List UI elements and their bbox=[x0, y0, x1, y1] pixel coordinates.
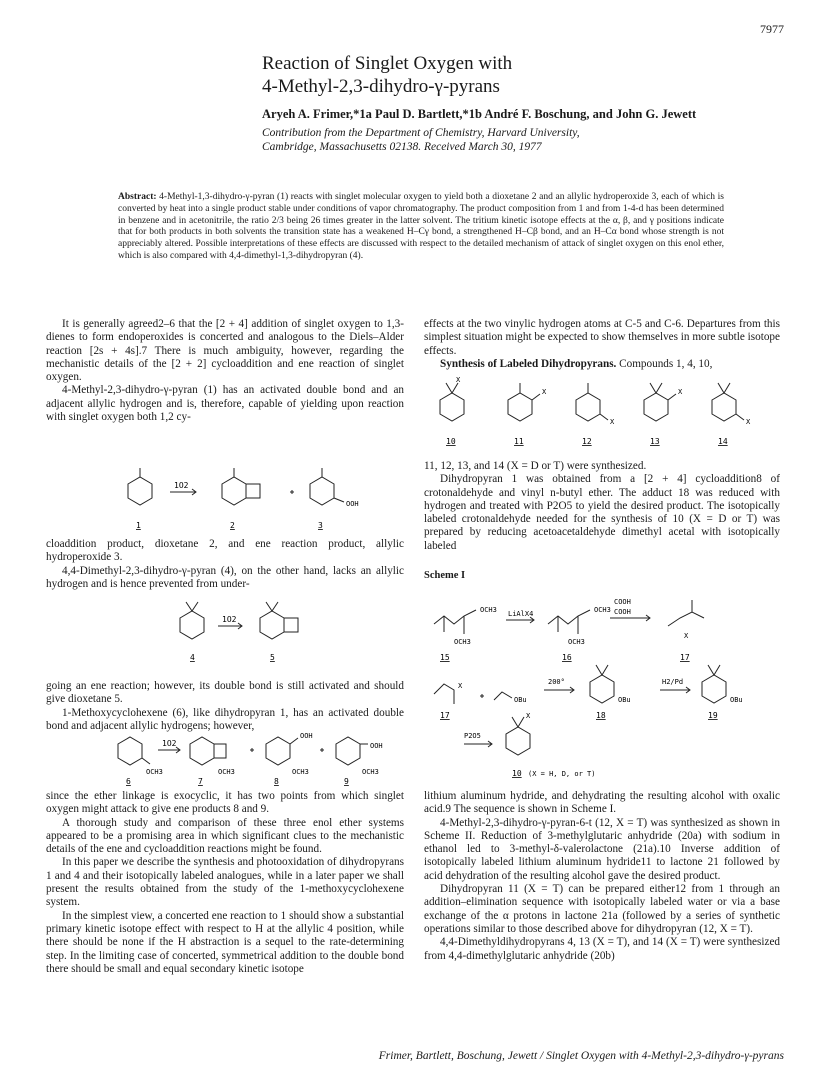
section-heading-labeled-dihydropyrans: Synthesis of Labeled Dihydropyrans. bbox=[440, 357, 617, 370]
reagent-singlet-oxygen: 1O2 bbox=[174, 481, 189, 490]
right-paragraph-6: 4-Methyl-2,3-dihydro-γ-pyran-6-t (12, X = T) was synthesized as shown in Scheme II. Reduction of 3-methylglutaric anhydride (20a) with sodium in ethanol led to 3-methyl-δ-valerolactone (21a).10 Inverse addition of isotopically labeled lithium aluminum hydride11 to lactone 21 followed by acid dehydration of the resulting alcohol gave the desired product. bbox=[424, 816, 780, 882]
left-paragraph-10: In the simplest view, a concerted ene reaction to 1 should show a substantial primary kinetic isotope effect with respect to H at the allylic 4 position, while there should be none if the H abstraction is a sequel to the rate-determining step. In the limiting case of concerted, symmetrical addition to the double bond there should be small and equal secondary kinetic isotope bbox=[46, 909, 404, 975]
reagent-h2pd: H2/Pd bbox=[662, 678, 684, 686]
right-block-1 bbox=[424, 318, 780, 371]
compound-label-19: 19 bbox=[708, 711, 718, 720]
right-paragraph-4: Dihydropyran 1 was obtained from a [2 + 4] cycloaddition8 of crotonaldehyde and vinyl n-butyl ether. The adduct 18 was reduced with hydrogen and treated with P2O5 to yield the desired product. The isotopically labeled crotonaldehyde needed for the synthesis of 10 (X = D or T) was prepared by reducing acetoacetaldehyde dimethyl acetal with isotopically labeled bbox=[424, 473, 780, 552]
left-paragraph-8: A thorough study and comparison of these three enol ether systems appeared to be a promising area in which significant clues to the mechanistic details of the ene and cycloaddition reactions might be found. bbox=[46, 816, 404, 856]
authors: Aryeh A. Frimer,*1a Paul D. Bartlett,*1b André F. Boschung, and John G. Jewett bbox=[262, 107, 697, 121]
scheme-1-structures bbox=[424, 584, 780, 784]
left-block-4 bbox=[46, 790, 404, 976]
x-label-12: X bbox=[610, 418, 615, 426]
affiliation bbox=[262, 126, 782, 154]
compound-label-14: 14 bbox=[718, 437, 728, 446]
right-paragraph-5: lithium aluminum hydride, and dehydrating the resulting alcohol with oxalic acid.9 The sequence is shown in Scheme I. bbox=[424, 790, 780, 816]
label-ooh: OOH bbox=[346, 500, 359, 508]
label-obu-3: OBu bbox=[730, 696, 743, 704]
left-paragraph-9: In this paper we describe the synthesis and photooxidation of dihydropyrans 1 and 4 and their isotopically labeled analogues, while in a later paper we shall present the results obtained from the study of the 1-methoxycyclohexene system. bbox=[46, 856, 404, 909]
compound-label-17: 17 bbox=[680, 653, 690, 662]
abstract-label: Abstract: bbox=[118, 192, 157, 202]
left-block-2 bbox=[46, 538, 404, 591]
compound-label-13: 13 bbox=[650, 437, 660, 446]
x-label-11: X bbox=[542, 388, 547, 396]
reaction-3-structures bbox=[110, 726, 400, 786]
x-label-14: X bbox=[746, 418, 751, 426]
left-paragraph-2: 4-Methyl-2,3-dihydro-γ-pyran (1) has an activated double bond and an adjacent allylic hydrogen and is, therefore, capable of yielding upon reaction with singlet oxygen both 1,2 cy- bbox=[46, 384, 404, 424]
reagent-lialx4: LiAlX4 bbox=[508, 610, 534, 618]
compound-label-10b: 10 bbox=[512, 769, 522, 778]
abstract bbox=[118, 192, 724, 263]
right-paragraph-1: effects at the two vinylic hydrogen atoms at C-5 and C-6. Departures from this simplest situation might be expected to show themselves in more subtle isotope effects. bbox=[424, 318, 780, 357]
right-paragraph-2-text: Compounds 1, 4, 10, bbox=[619, 357, 713, 370]
label-obu-1: OBu bbox=[514, 696, 527, 704]
reagent-cooh-1: COOH bbox=[614, 598, 631, 606]
label-ooh-8: OOH bbox=[300, 732, 313, 740]
left-paragraph-7: since the ether linkage is exocyclic, it has two points from which singlet oxygen might attack to give ene products 8 and 9. bbox=[46, 790, 404, 816]
left-paragraph-4: 4,4-Dimethyl-2,3-dihydro-γ-pyran (4), on the other hand, lacks an allylic hydrogen and is hence prevented from under- bbox=[46, 564, 404, 590]
page-number: 7977 bbox=[760, 22, 784, 36]
title-line-1: Reaction of Singlet Oxygen with bbox=[262, 53, 513, 74]
label-och3-15: OCH3 bbox=[480, 606, 497, 614]
label-och3-6: OCH3 bbox=[146, 768, 163, 776]
label-och3-8: OCH3 bbox=[292, 768, 309, 776]
scheme-label: Scheme I bbox=[424, 570, 466, 581]
left-block-1 bbox=[46, 318, 404, 424]
compound-label-1: 1 bbox=[136, 521, 141, 530]
compound-label-7: 7 bbox=[198, 777, 203, 786]
compound-label-9: 9 bbox=[344, 777, 349, 786]
x-label-17: X bbox=[684, 632, 689, 640]
left-paragraph-6: 1-Methoxycyclohexene (6), like dihydropyran 1, has an activated double bond and adjacent allylic hydrogens; however, bbox=[46, 706, 404, 732]
right-paragraph-8: 4,4-Dimethyldihydropyrans 4, 13 (X = T), and 14 (X = T) were synthesized from 4,4-dimethylglutaric anhydride (20b) bbox=[424, 936, 780, 962]
x-label-13: X bbox=[678, 388, 683, 396]
compound-label-18: 18 bbox=[596, 711, 606, 720]
compound-label-15: 15 bbox=[440, 653, 450, 662]
right-paragraph-3: 11, 12, 13, and 14 (X = D or T) were synthesized. bbox=[424, 460, 647, 472]
article-title bbox=[262, 52, 702, 98]
reagent-singlet-oxygen-3: 1O2 bbox=[162, 739, 177, 748]
compound-label-10: 10 bbox=[446, 437, 456, 446]
compound-label-17c: 17 bbox=[440, 711, 450, 720]
title-line-2: 4-Methyl-2,3-dihydro-γ-pyrans bbox=[262, 76, 500, 97]
x-label-17b: X bbox=[458, 682, 463, 690]
right-paragraph-2 bbox=[424, 358, 780, 371]
reagent-singlet-oxygen-2: 1O2 bbox=[222, 615, 237, 624]
compound-label-6: 6 bbox=[126, 777, 131, 786]
reagent-cooh-2: COOH bbox=[614, 608, 631, 616]
compound-label-12: 12 bbox=[582, 437, 592, 446]
left-paragraph-3: cloaddition product, dioxetane 2, and ene reaction product, allylic hydroperoxide 3. bbox=[46, 538, 404, 564]
reaction-1-structures bbox=[110, 462, 370, 532]
label-och3-16: OCH3 bbox=[594, 606, 611, 614]
running-footer: Frimer, Bartlett, Boschung, Jewett / Singlet Oxygen with 4-Methyl-2,3-dihydro-γ-pyrans bbox=[378, 1050, 784, 1062]
left-paragraph-5: going an ene reaction; however, its double bond is still activated and should give dioxetane 5. bbox=[46, 680, 404, 706]
labeled-compounds-structures bbox=[430, 372, 780, 452]
label-ooh-9: OOH bbox=[370, 742, 383, 750]
x-label-10: X bbox=[456, 376, 461, 384]
final-note: (X = H, D, or T) bbox=[528, 770, 596, 778]
reagent-p2o5: P2O5 bbox=[464, 732, 481, 740]
compound-label-5: 5 bbox=[270, 653, 275, 662]
label-och3-9: OCH3 bbox=[362, 768, 379, 776]
compound-label-8: 8 bbox=[274, 777, 279, 786]
label-och3-16b: OCH3 bbox=[568, 638, 585, 646]
abstract-text: 4-Methyl-1,3-dihydro-γ-pyran (1) reacts with singlet molecular oxygen to yield both a dioxetane 2 and an allylic hydroperoxide 3, each of which is converted by heat into a single product stable under conditions of vapor chromatography. The product composition from 1 and from 1-4-d has been determined in benzene and in acetonitrile, the ratio 2/3 being 26 times greater in the latter solvent. The tritium kinetic isotope effects at the α, β, and γ positions indicate that for both products in both solvents the transition state has a weakened H–Cγ bond, a strengthened H–Cβ bond, and an H–Cα bond whose strength is not appreciably altered. Possible interpretations of these effects are discussed with respect to the detailed mechanism of attack of singlet oxygen on this enol ether, which is also compared with 4,4-dimethyl-1,3-dihydropyran (4). bbox=[118, 192, 725, 261]
compound-label-4: 4 bbox=[190, 653, 195, 662]
affiliation-line-1: Contribution from the Department of Chemistry, Harvard University, bbox=[262, 127, 580, 139]
reaction-2-structures bbox=[170, 596, 350, 666]
compound-label-3: 3 bbox=[318, 521, 323, 530]
compound-label-16: 16 bbox=[562, 653, 572, 662]
right-block-2 bbox=[424, 460, 780, 553]
compound-label-2: 2 bbox=[230, 521, 235, 530]
right-block-3 bbox=[424, 790, 780, 963]
right-paragraph-7: Dihydropyran 11 (X = T) can be prepared either12 from 1 through an addition–elimination sequence with isotopically labeled water or via a base exchange of the α protons in lactone 21a (followed by a series of synthetic operations similar to those described above for dihydropyran (12, X = T). bbox=[424, 883, 780, 935]
label-och3-15b: OCH3 bbox=[454, 638, 471, 646]
reagent-200: 200° bbox=[548, 678, 565, 686]
label-obu-2: OBu bbox=[618, 696, 631, 704]
left-paragraph-1: It is generally agreed2–6 that the [2 + 4] addition of singlet oxygen to 1,3-dienes to form endoperoxides is concerted and analogous to the Diels–Alder reaction [2s + 4s].7 There is much ambiguity, however, regarding the mechanistic details of the [2 + 2] cycloaddition and ene reaction of singlet oxygen. bbox=[46, 318, 404, 384]
label-och3-7: OCH3 bbox=[218, 768, 235, 776]
affiliation-line-2: Cambridge, Massachusetts 02138. Received March 30, 1977 bbox=[262, 141, 542, 153]
compound-label-11: 11 bbox=[514, 437, 524, 446]
x-label-10b: X bbox=[526, 712, 531, 720]
